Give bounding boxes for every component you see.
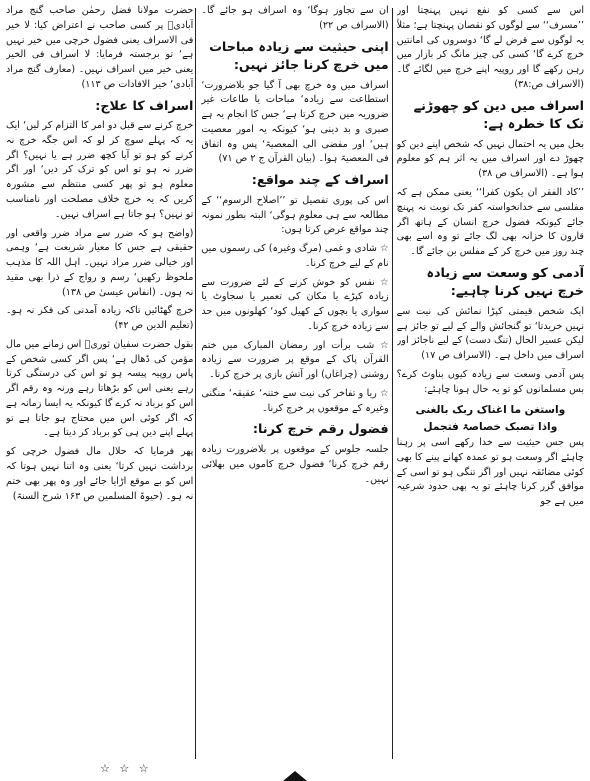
paragraph: جلسہ جلوس کے موقعوں پر بلاضرورت زیادہ رقم خرچ کرنا‘ فضول خرچ کاموں میں بھلائی نہیں۔ xyxy=(201,444,389,485)
column-left xyxy=(6,4,193,771)
paragraph: پس آدمی وسعت سے زیادہ کیوں بناوٹ کرے؟ بس مسلمانوں کو تو یہ حال ہونا چاہئے: xyxy=(396,368,584,395)
verse-line: واذا تصبک خصاصۃ فتجمل xyxy=(423,420,558,433)
paragraph: بخل میں یہ احتمال نہیں کہ شخص اپنے دین کو چھوڑ دے اور اسراف میں یہ اثر ہم کو معلوم ہوا ہے۔ (الاسراف ص ۳۸) xyxy=(396,138,584,180)
section-heading: اسراف میں دین کو چھوڑنے تک کا خطرہ ہے: xyxy=(413,98,584,133)
paragraph: پھر فرمایا کہ حلال مال فضول خرچی کو برداشت نہیں کرتا‘ یعنی وہ اتنا نہیں ہوتا کہ اس کو بے موقع اڑایا جائے اور وہ پھر بھی ختم نہ ہو۔ (حیوۃ المسلمین ص ۱۶۳ شرح السنۃ) xyxy=(6,446,194,502)
column-divider-left xyxy=(195,8,196,759)
paragraph: اس سے کسی کو نفع نہیں پہنچتا اور ’’مسرف‘‘ سے لوگوں کو نقصان پہنچتا ہے؛ مثلاً یہ لوگوں سے قرض لے گا‘ دوسروں کی امانتیں خرچ کرے گا‘ کسی کی چیز مانگ کر بازار میں رہن رکھے گا اور روپیہ اپنے خرچ میں لگائے گا۔ (الاسراف ص:۳۸) xyxy=(396,5,584,90)
paragraph: خرچ گھٹائیں تاکہ زیادہ آمدنی کی فکر نہ ہو۔ (تعلیم الدین ص ۴۲) xyxy=(6,305,194,332)
page-end-triangle-icon xyxy=(283,771,307,781)
paragraph: بقول حضرت سفیان ثوریؒ اس زمانے میں مال مؤمن کی ڈھال ہے‘ پس اگر کسی شخص کے پاس روپیہ پیسہ ہو تو اس کی درستگی کرتا رہے یعنی اس کو بڑھاتا رہے ورنہ وہ رقم اگر اس کو برباد نہ کرے گا کیونکہ یہ ایسا زمانہ ہے کہ اگر کوئی اس میں محتاج ہو جاتا ہے تو پہلے اپنے دین ہی کو برباد کر دیتا ہے۔ xyxy=(6,338,194,439)
section-heading: اپنی حیثیت سے زیادہ مباحات میں خرچ کرنا جائز نہیں: xyxy=(209,39,389,74)
column-middle xyxy=(201,4,388,771)
verse-line: واستغن ما اغناک ربک بالغنی xyxy=(415,403,566,416)
text-columns xyxy=(6,4,584,771)
paragraph: ’’کاد الفقر ان یکون کفرا‘‘ یعنی ممکن ہے کہ مفلسی سے خدانخواستہ کفر تک نوبت نہ پہنچ جائے کیونکہ فضول خرچ انسان کے ہاتھ اگر قارون کا خزانہ بھی لگ جائے تو وہ اسے بھی چند روز میں خرچ کر کے مفلس بن جائے گا۔ xyxy=(396,186,584,258)
paragraph: پس جس حیثیت سے خدا رکھے اسی پر رہنا چاہئے اگر وسعت ہو تو عمدہ کھانے پینے کا بھی کوئی مضائقہ نہیں اور اگر تنگی ہو تو اسی کے موافق گزر کرنا چاہئے تو یہ بھی حدود شرعیہ میں ہے جو xyxy=(396,437,584,508)
paragraph: (واضح ہو کہ ضرر سے مراد ضرر واقعی اور حقیقی ہے جس کا معیار شریعت ہے‘ وہمی اور خیالی ضرر مراد نہیں۔ اہل اللہ کا مذہب ملحوظ رکھیں‘ رسم و رواج کے ذرا بھی مقید نہ ہوں۔ (انفاس عیسیٰ ص ۱۳۸) xyxy=(6,227,194,298)
paragraph: ☆ شب برأت اور رمضان المبارک میں ختم القرآن پاک کے موقع پر ضرورت سے زیادہ روشنی (چراغاں) اور آتش بازی پر خرچ کرنا۔ xyxy=(201,339,389,381)
section-heading: فضول رقم خرچ کرنا: xyxy=(252,422,389,438)
column-right xyxy=(397,4,584,771)
section-end-stars: ☆ ☆ ☆ xyxy=(100,762,152,775)
paragraph: ☆ ریا و تفاخر کی نیت سے ختنہ‘ عقیقہ‘ منگنی وغیرہ کے موقعوں پر خرچ کرنا۔ xyxy=(201,387,389,414)
paragraph: اس کی پوری تفصیل تو ’’اصلاح الرسوم‘‘ کے مطالعہ سے ہی معلوم ہوگی‘ البتہ بطور نمونہ چند مواقع عرض کرتا ہوں: xyxy=(201,194,389,236)
paragraph: ان سے تجاوز ہوگا‘ وہ اسراف ہو جائے گا۔ (الاسراف ص ۲۲) xyxy=(201,5,389,31)
paragraph: ایک شخص قیمتی کپڑا نمائش کی نیت سے نہیں خریدتا‘ تو گنجائش والے کے لیے تو جائز ہے لیکن عسیر الحال (تنگ دست) کے لیے ناجائز اور اسراف میں داخل ہے۔ (الاسراف ص ۱۷) xyxy=(396,305,584,362)
paragraph: حضرت مولانا فضل رحمٰن صاحب گنج مراد آبادیؒ پر کسی صاحب نے اعتراض کیا: لا خیر فی الاسراف یعنی فضول خرچی میں خیر نہیں ہے‘ تو برجستہ فرمایا: لا اسراف فی الخیر یعنی خیر میں اسراف نہیں۔ (معارف گنج مراد آبادی‘ خیر الافادات ص ۱۱۳) xyxy=(6,5,194,90)
column-divider-right xyxy=(392,8,393,759)
section-heading: اسراف کا علاج: xyxy=(95,98,194,114)
section-heading: آدمی کو وسعت سے زیادہ خرچ نہیں کرنا چاہیے: xyxy=(426,265,584,300)
paragraph: ☆ نفس کو خوش کرنے کے لئے ضرورت سے زیادہ کپڑے یا مکان کی تعمیر یا سجاوٹ یا سواری یا بچوں کے کھیل کود‘ کھلونوں میں حد سے زیادہ خرچ کرنا۔ xyxy=(201,276,389,332)
paragraph: اسراف میں وہ خرچ بھی آ گیا جو بلاضرورت‘ استطاعت سے زیادہ‘ مباحات یا طاعات غیر ضروریہ میں خرچ کرتا ہے‘ جس کا انجام یہ ہے صبری و بد دینی ہو‘ کیونکہ یہ امور معصیت ہیں‘ اور مفضی الی المعصیۃ‘ پس وہ اتفاق فی المعصیۃ ہوا۔ (بیان القرآن ج ۲ ص ۷۱) xyxy=(201,79,389,165)
section-heading: اسراف کے چند مواقع: xyxy=(251,173,389,189)
paragraph: خرچ کرنے سے قبل دو امر کا التزام کر لیں‘ ایک یہ کہ پہلے سوچ کر لو کہ اس جگہ خرچ نہ کرنے کو ہو تو آیا کچھ ضرر ہے یا نہیں؟ اگر ضرر نہ ہو تو اس کو ترک کر دیں‘ اور اگر معلوم ہو تو پھر کسی منتظم سے مشورہ کریں کہ یہ خرچ خلاف مصلحت اور نامناسب تو نہیں؟ ہو جاتا ہے اسراف نہیں۔ xyxy=(6,120,194,220)
paragraph: ☆ شادی و غمی (مرگ وغیرہ) کی رسموں میں نام کے لیے خرچ کرنا۔ xyxy=(201,243,389,269)
